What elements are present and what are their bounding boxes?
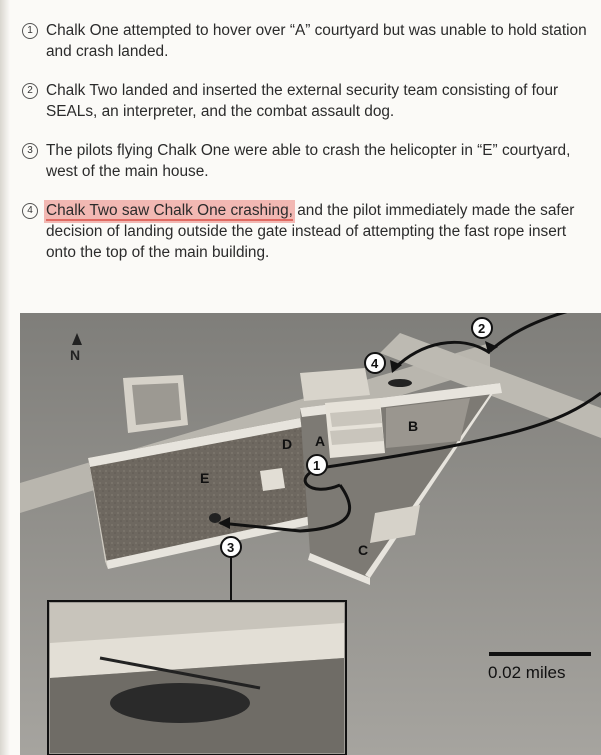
- item-text-3: The pilots flying Chalk One were able to crash the helicopter in “E” courtyard, west of the main house.: [46, 142, 571, 180]
- list-item-3: [22, 140, 592, 182]
- svg-text:4: 4: [371, 356, 379, 371]
- item-number-2: 2: [22, 83, 38, 99]
- numbered-list: [22, 20, 592, 281]
- item-number-3: 3: [22, 143, 38, 159]
- marker-4: [365, 353, 385, 373]
- svg-text:2: 2: [478, 321, 486, 336]
- svg-text:3: 3: [227, 540, 235, 555]
- north-label: N: [70, 347, 81, 363]
- label-c: C: [358, 542, 369, 558]
- label-b: B: [408, 418, 419, 434]
- helicopter-icon: [388, 379, 412, 387]
- page-fold-shadow: [0, 0, 10, 755]
- marker-2: [472, 318, 492, 338]
- scale-bar: [489, 652, 591, 656]
- inset-photo: [48, 601, 346, 755]
- item-number-1: 1: [22, 23, 38, 39]
- item-text-1: Chalk One attempted to hover over “A” courtyard but was unable to hold station and crash landed.: [46, 22, 587, 60]
- list-item-4: [22, 200, 592, 263]
- shed: [260, 468, 285, 491]
- label-e: E: [200, 470, 210, 486]
- scale-label: 0.02 miles: [488, 663, 566, 682]
- compound-map: [20, 313, 601, 755]
- helicopter-crashed-icon: [209, 513, 221, 523]
- label-a: A: [315, 433, 326, 449]
- item-text-2: Chalk Two landed and inserted the external security team consisting of four SEALs, an interpreter, and the combat assault dog.: [46, 82, 559, 120]
- marker-3: [221, 537, 241, 557]
- list-item-2: [22, 80, 592, 122]
- marker-1: [307, 455, 327, 475]
- svg-text:1: 1: [313, 458, 321, 473]
- item-text-4: [46, 200, 592, 263]
- list-item-1: [22, 20, 592, 62]
- inset-helicopter: [110, 683, 250, 723]
- highlighted-text: Chalk Two saw Chalk One crashing,: [46, 202, 293, 219]
- item-number-4: 4: [22, 203, 38, 219]
- label-d: D: [282, 436, 293, 452]
- item-text-4-rest: and the pilot immediately made the safer decision of landing outside the gate instead of attempting the fast rope insert onto the top of the main building.: [46, 202, 575, 261]
